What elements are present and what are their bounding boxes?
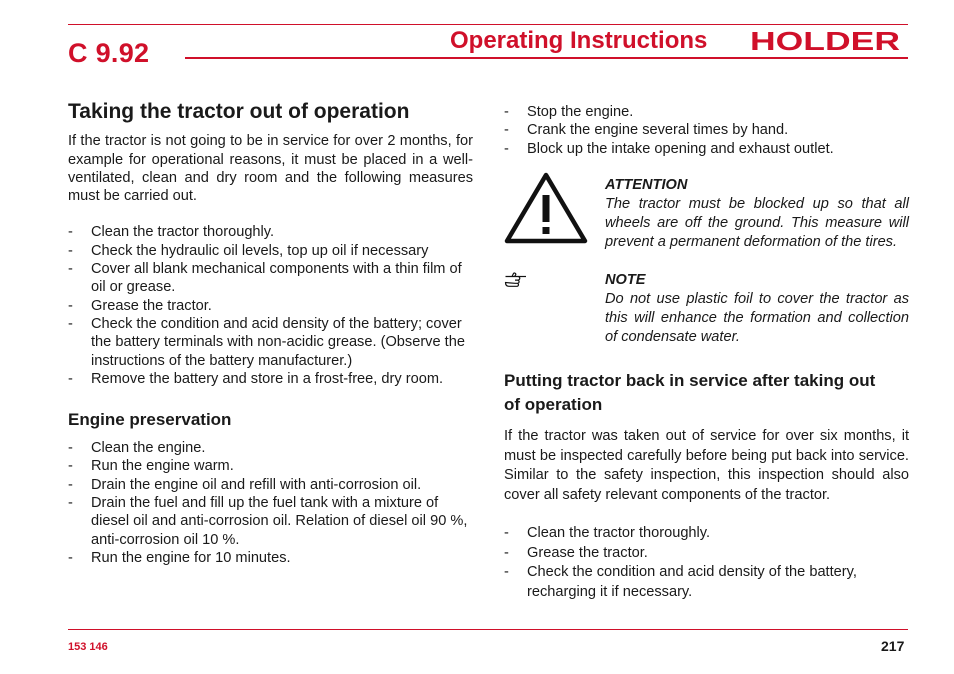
list-item: - Remove the battery and store in a frost-free, dry room.: [68, 370, 465, 388]
service-section: [504, 369, 909, 602]
document-code: 153 146: [68, 641, 108, 653]
logo-text: HOLDER: [750, 30, 901, 52]
note-text: Do not use plastic foil to cover the tractor as this will enhance the formation and collection of condensate water.: [605, 291, 909, 345]
list-item: - Check the condition and acid density of the battery, recharging it if necessary.: [504, 563, 897, 602]
list-item: - Run the engine warm.: [68, 457, 473, 475]
list-item: - Grease the tractor.: [68, 297, 465, 315]
page-number: 217: [881, 638, 905, 654]
header-underline-rule: [185, 57, 908, 59]
engine-steps: [68, 439, 473, 567]
engine-preservation-heading: Engine preservation: [68, 410, 232, 430]
footer-rule: [68, 629, 908, 630]
model-number: C 9.92: [68, 38, 150, 68]
list-item: - Stop the engine.: [504, 103, 909, 121]
list-item: - Check the hydraulic oil levels, top up oil if necessary: [68, 242, 465, 260]
warning-triangle-icon: [504, 172, 588, 244]
left-column: [68, 100, 473, 567]
section-heading: Taking the tractor out of operation: [68, 100, 410, 123]
list-item: - Drain the engine oil and refill with anti-corrosion oil.: [68, 476, 473, 494]
list-item: - Clean the engine.: [68, 439, 473, 457]
service-intro: If the tractor was taken out of service for over six months, it must be inspected carefully before being put back into service. Similar to the safety inspection, this inspection should also cover all safety relevant components of the tractor.: [504, 428, 909, 503]
list-item: - Run the engine for 10 minutes.: [68, 549, 473, 567]
list-item: - Grease the tractor.: [504, 544, 897, 564]
header-top-rule: [68, 24, 908, 25]
list-item: - Drain the fuel and fill up the fuel tank with a mixture of diesel oil and anti-corrosion oil. Relation of diesel oil 90 %, anti-corrosion oil 10 %.: [68, 494, 473, 549]
intro-paragraph: If the tractor is not going to be in service for over 2 months, for example for operational reasons, it must be placed in a well-ventilated, clean and dry room and the following measures must be carried out.: [68, 133, 473, 205]
list-item: - Crank the engine several times by hand.: [504, 121, 909, 139]
list-item: - Clean the tractor thoroughly.: [504, 524, 897, 544]
list-item: - Check the condition and acid density of the battery; cover the battery terminals with non-acidic grease. (Observe the instructions of the battery manufacturer.): [68, 315, 465, 370]
pointing-hand-icon: [504, 271, 528, 289]
attention-label: ATTENTION: [605, 177, 688, 193]
service-heading: Putting tractor back in service after taking out of operation: [504, 371, 876, 414]
list-item: - Block up the intake opening and exhaust outlet.: [504, 140, 909, 158]
attention-text: The tractor must be blocked up so that all wheels are off the ground. This measure will prevent a permanent deformation of the tires.: [605, 196, 909, 250]
header-title: Operating Instructions: [450, 27, 708, 54]
holder-logo: [750, 30, 902, 52]
engine-stop-steps: [504, 103, 909, 158]
note-block: [605, 271, 909, 347]
attention-block: [605, 176, 909, 252]
service-steps: [504, 524, 909, 602]
list-item: - Clean the tractor thoroughly.: [68, 223, 465, 241]
note-label: NOTE: [605, 272, 646, 288]
decommission-steps: [68, 223, 473, 388]
right-column-steps: [504, 103, 909, 158]
list-item: - Cover all blank mechanical components with a thin film of oil or grease.: [68, 260, 465, 297]
